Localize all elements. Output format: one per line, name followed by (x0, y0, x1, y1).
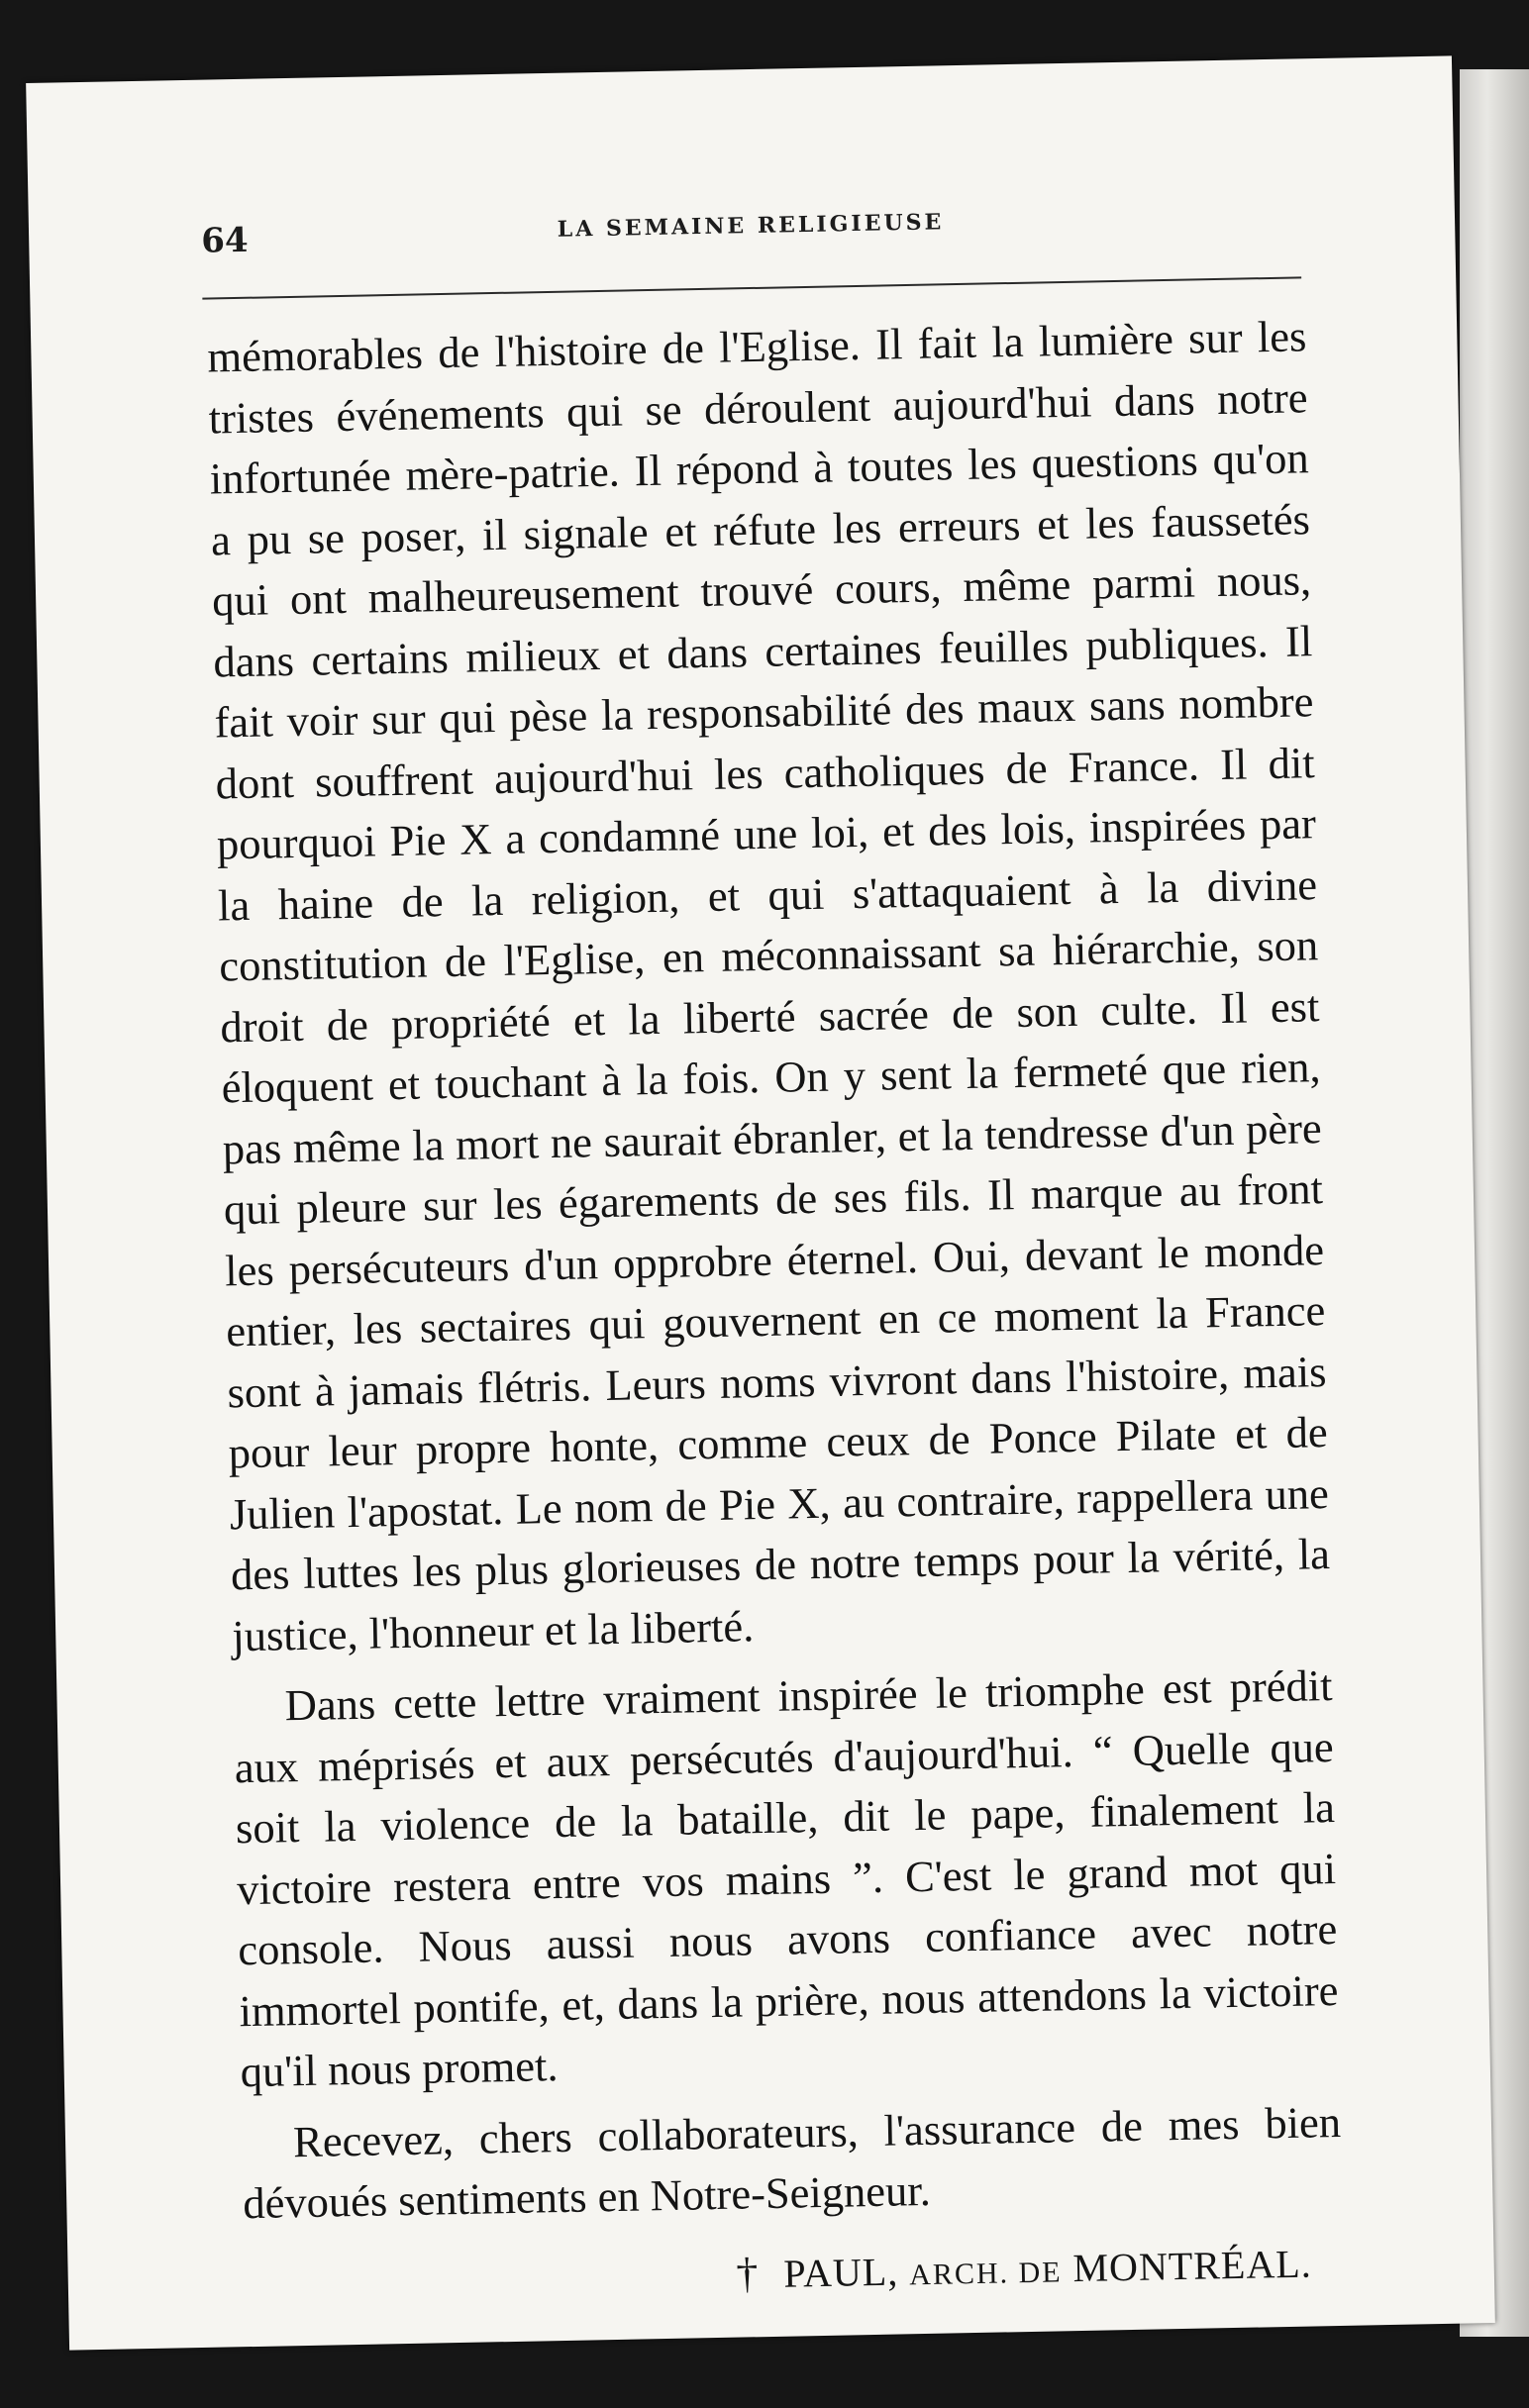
cross-icon: † (735, 2248, 760, 2298)
signature-place: MONTRÉAL. (1072, 2241, 1313, 2290)
header-rule (202, 276, 1301, 299)
signature-title: ARCH. DE (908, 2255, 1063, 2291)
signature (244, 2231, 1344, 2318)
page-number: 64 (200, 220, 249, 261)
paragraph-closing: Recevez, chers collaborateurs, l'assurance de mes bien dévoués sentiments en Notre-Seigneur. (242, 2096, 1342, 2229)
body-text (207, 306, 1344, 2318)
book-page (26, 55, 1495, 2350)
signature-name: PAUL, (782, 2249, 899, 2296)
paragraph-letter: Dans cette lettre vraiment inspirée le triomphe est prédit aux méprisés et aux persécutés d'aujourd'hui. “ Quelle que soit la violence de la bataille, dit le pape, finalement la victoire restera entre vos mains ”. C'est le grand mot qui console. Nous aussi nous avons confiance avec notre immortel pontife, et, dans la prière, nous attendons la victoire qu'il nous promet. (234, 1660, 1339, 2097)
running-title: LA SEMAINE RELIGIEUSE (557, 209, 945, 243)
page-header (201, 192, 1301, 282)
paragraph-continued: mémorables de l'histoire de l'Eglise. Il fait la lumière sur les tristes événements qui se déroulent aujourd'hui dans notre infortunée mère-patrie. Il répond à toutes les questions qu'on a pu se poser, il signale et réfute les erreurs et les faussetés qui ont malheureusement trouvé cours, même parmi nous, dans certains milieux et dans certaines feuilles publiques. Il fait voir sur qui pèse la responsabilité des maux sans nombre dont souffrent aujourd'hui les catholiques de France. Il dit pourquoi Pie X a condamné une loi, et des lois, inspirées par la haine de la religion, et qui s'attaquaient à la divine constitution de l'Eglise, en méconnaissant sa hiérarchie, son droit de propriété et la liberté sacrée de son culte. Il est éloquent et touchant à la fois. On y sent la fermeté que rien, pas même la mort ne saurait ébranler, et la tendresse d'un père qui pleure sur les égarements de ses fils. Il marque au front les persécuteurs d'un opprobre éternel. Oui, devant le monde entier, les sectaires qui gouvernent en ce moment la France sont à jamais flétris. Leurs noms vivront dans l'histoire, mais pour leur propre honte, comme ceux de Ponce Pilate et de Julien l'apostat. Le nom de Pie X, au contraire, rappellera une des luttes les plus glorieuses de notre temps pour la vérité, la justice, l'honneur et la liberté. (207, 311, 1331, 1660)
